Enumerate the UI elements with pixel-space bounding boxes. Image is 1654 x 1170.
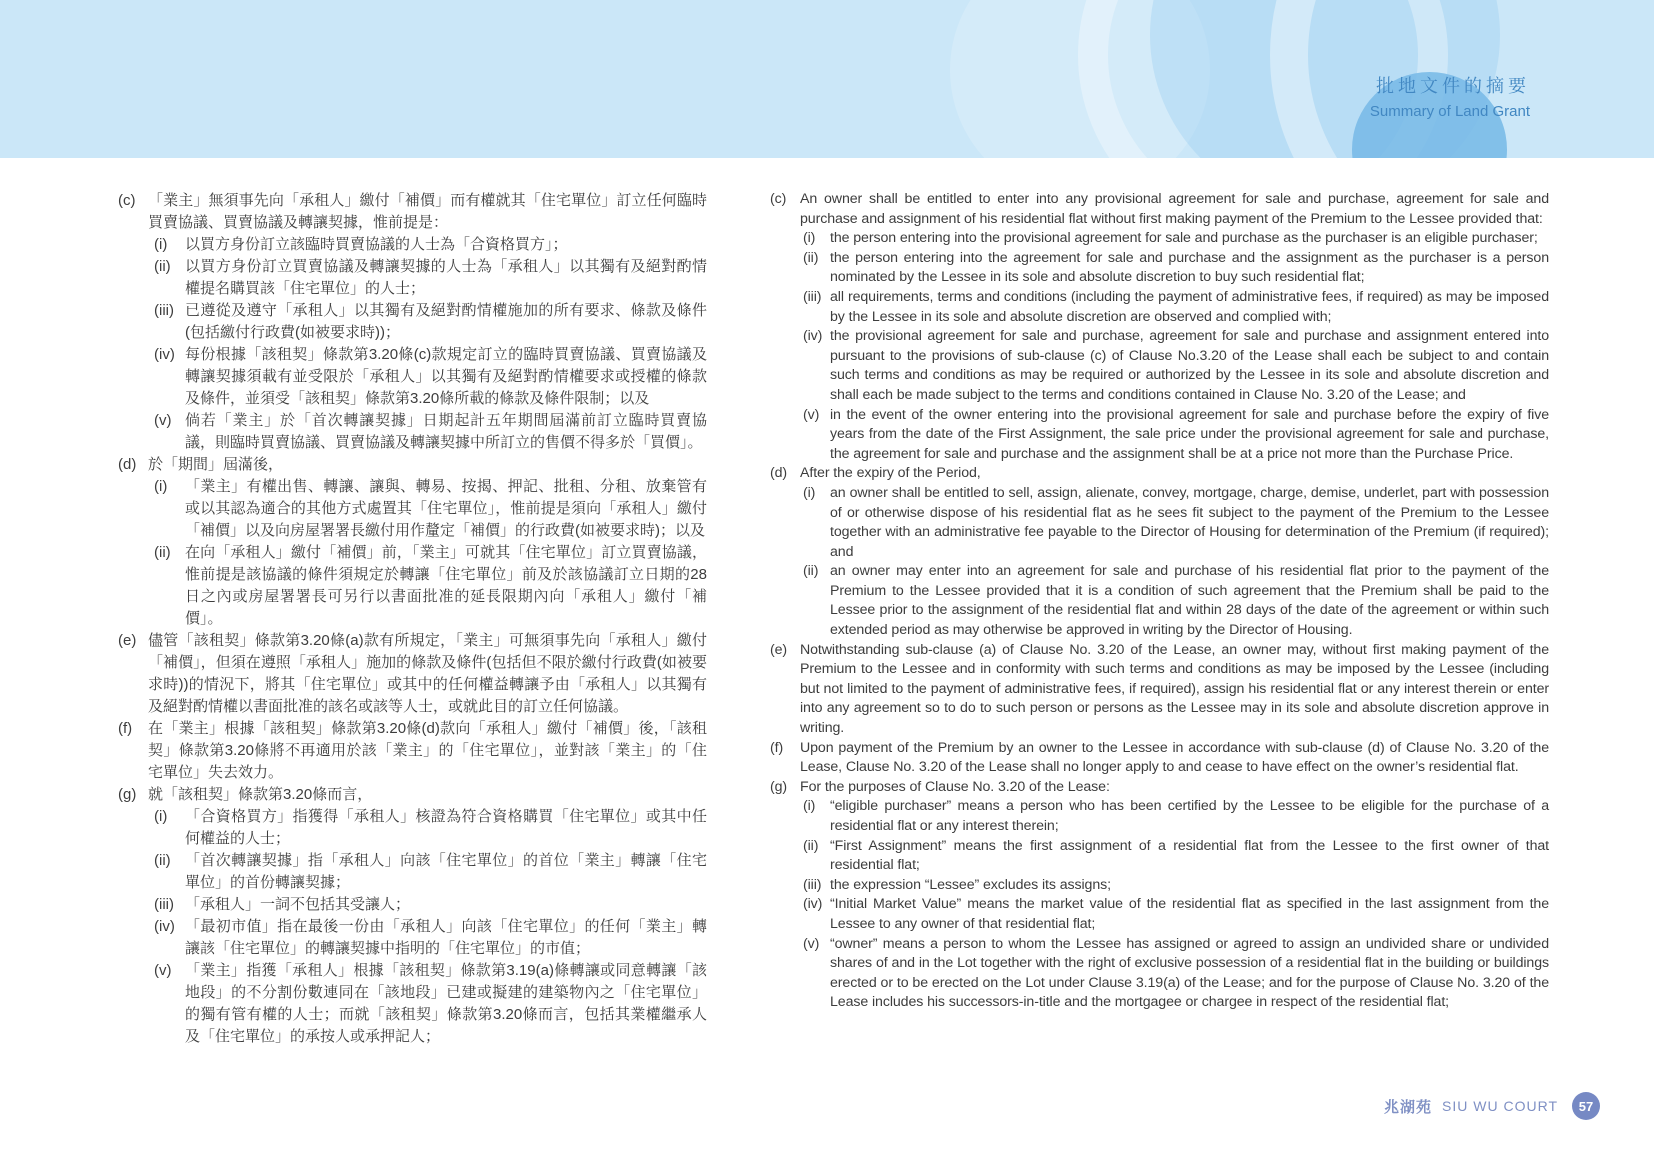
subclause-text: in the event of the owner entering into the provisional agreement for sale and purchase before the expiry of five years from the date of the First Assignment, the sale price under the provisional agreement for sale and purchase, the agreement for sale and purchase and the assignment shall be at a price not more than the Purchase Price. <box>830 406 1549 462</box>
clause-text: 就「該租契」條款第3.20條而言， <box>148 786 373 803</box>
clause-body <box>148 784 707 1048</box>
subclause <box>148 300 707 344</box>
clause <box>118 784 707 1048</box>
clause-text: 「業主」無須事先向「承租人」繳付「補價」而有權就其「住宅單位」訂立任何臨時買賣協議、買賣協議及轉讓契據，惟前提是： <box>148 192 707 231</box>
subclause-text: 「合資格買方」指獲得「承租人」核證為符合資格購買「住宅單位」或其中任何權益的人士； <box>185 808 707 847</box>
page-number-badge: 57 <box>1572 1092 1600 1120</box>
subclause-text: 「最初市值」指在最後一份由「承租人」向該「住宅單位」的任何「業主」轉讓該「住宅單位」的轉讓契據中指明的「住宅單位」的市值； <box>185 918 707 957</box>
subclause-label: (ii) <box>154 544 171 561</box>
subclause-text: 「業主」指獲「承租人」根據「該租契」條款第3.19(a)條轉讓或同意轉讓「該地段」的不分割份數連同在「該地段」已建或擬建的建築物內之「住宅單位」的獨有管有權的人士；而就「該租契」條款第3.20條而言，包括其業權繼承人及「住宅單位」的承按人或承押記人； <box>185 962 707 1045</box>
subclause-label: (i) <box>154 808 168 825</box>
subclause-label: (iii) <box>803 288 822 305</box>
clause-body <box>148 454 707 630</box>
subclause-text: 倘若「業主」於「首次轉讓契據」日期起計五年期間屆滿前訂立臨時買賣協議，則臨時買賣協議、買賣協議及轉讓契據中所訂立的售價不得多於「買價」。 <box>185 412 707 451</box>
clause <box>118 718 707 784</box>
clause <box>118 630 707 718</box>
subclause <box>148 344 707 410</box>
clause-body <box>148 718 707 784</box>
chinese-column <box>118 190 707 1048</box>
subclause-text: the expression “Lessee” excludes its assigns; <box>830 876 1111 893</box>
subclause-text: an owner may enter into an agreement for sale and purchase of his residential flat prior to the payment of the Premium to the Lessee provided that it is a condition of such agreement that the Premium shall be paid to the Lessee prior to the assignment of the residential flat and within 28 days of the date of the agreement or within such extended period as may otherwise be approved in writing by the Director of Housing. <box>830 563 1549 639</box>
clause-label: (g) <box>118 786 137 803</box>
subclause <box>800 249 1549 288</box>
subclause-label: (i) <box>803 230 816 247</box>
subclause-label: (i) <box>154 478 168 495</box>
subclause <box>800 229 1549 249</box>
subclause-text: 「承租人」一詞不包括其受讓人； <box>185 896 411 913</box>
clause <box>770 641 1549 739</box>
subclause <box>800 837 1549 876</box>
clause <box>770 464 1549 640</box>
clause-label: (g) <box>770 778 788 795</box>
page-title-block <box>1370 72 1530 120</box>
subclause-label: (iii) <box>154 896 174 913</box>
subclause-label: (ii) <box>803 837 819 854</box>
subclause-label: (iv) <box>154 918 175 935</box>
clause-body <box>800 641 1549 739</box>
subclause <box>148 916 707 960</box>
clause-label: (c) <box>118 192 136 209</box>
subclause-label: (ii) <box>803 563 819 580</box>
subclause <box>148 476 707 542</box>
subclause-label: (iv) <box>803 328 823 345</box>
clause <box>770 190 1549 464</box>
page-title-english: Summary of Land Grant <box>1369 103 1530 120</box>
clause <box>118 190 707 454</box>
subclause <box>800 935 1549 1013</box>
page-footer <box>1384 1092 1600 1120</box>
subclause-text: 在向「承租人」繳付「補價」前，「業主」可就其「住宅單位」訂立買賣協議，惟前提是該協議的條件須規定於轉讓「住宅單位」前及於該協議訂立日期的28日之內或房屋署署長可另行以書面批准的延長限期內向「承租人」繳付「補價」。 <box>185 544 707 627</box>
subclause <box>800 876 1549 896</box>
subclause <box>800 406 1549 465</box>
clause-body <box>800 778 1549 1013</box>
clause-label: (e) <box>118 632 137 649</box>
clause-text: 儘管「該租契」條款第3.20條(a)款有所規定，「業主」可無須事先向「承租人」繳付「補價」，但須在遵照「承租人」施加的條款及條件(包括但不限於繳付行政費(如被要求時))的情況下，將其「住宅單位」或其中的任何權益轉讓予由「承租人」以其獨有及絕對酌情權以書面批准的該名或該等人士，或就此目的訂立任何協議。 <box>148 632 707 715</box>
subclause-label: (v) <box>803 935 820 952</box>
subclause-text: 以買方身份訂立該臨時買賣協議的人士為「合資格買方」； <box>185 236 568 253</box>
clause-body <box>800 464 1549 640</box>
subclause-text: the person entering into the agreement for sale and purchase and the assignment as the purchaser is a person nominated by the Lessee in its sole and absolute discretion to buy such residential flat; <box>830 249 1549 286</box>
subclause-label: (ii) <box>803 249 819 266</box>
subclause-label: (ii) <box>154 258 171 275</box>
subclause <box>800 895 1549 934</box>
subclause-label: (v) <box>803 406 820 423</box>
clause <box>118 454 707 630</box>
clause-text: 在「業主」根據「該租契」條款第3.20條(d)款向「承租人」繳付「補價」後，「該租契」條款第3.20條將不再適用於該「業主」的「住宅單位」，並對該「業主」的「住宅單位」失去效力。 <box>148 720 707 781</box>
page-title-chinese: 批地文件的摘要 <box>1376 76 1530 96</box>
subclause-label: (i) <box>803 484 816 501</box>
subclause-label: (i) <box>154 236 168 253</box>
clause-text: An owner shall be entitled to enter into any provisional agreement for sale and purchase, agreement for sale and purchase and assignment of his residential flat without first making payment of the Premium to the Lessee provided that: <box>800 191 1549 227</box>
clause-body <box>148 190 707 454</box>
subclause-text: 每份根據「該租契」條款第3.20條(c)款規定訂立的臨時買賣協議、買賣協議及轉讓契據須載有並受限於「承租人」以其獨有及絕對酌情權要求或授權的條款及條件，並須受「該租契」條款第3.20條所載的條款及條件限制；以及 <box>185 346 707 407</box>
clause-label: (d) <box>770 465 788 482</box>
clause <box>770 778 1549 1013</box>
subclause-text: 已遵從及遵守「承租人」以其獨有及絕對酌情權施加的所有要求、條款及條件(包括繳付行政費(如被要求時))； <box>185 302 707 341</box>
clause-text: For the purposes of Clause No. 3.20 of the Lease: <box>800 778 1110 795</box>
subclause <box>800 288 1549 327</box>
clause-body <box>800 190 1549 464</box>
subclause-label: (iv) <box>154 346 175 363</box>
subclause-text: “Initial Market Value” means the market value of the residential flat as specified in the last assignment from the Lessee to any owner of that residential flat; <box>830 896 1549 932</box>
subclause-text: the person entering into the provisional agreement for sale and purchase as the purchaser is an eligible purchaser; <box>830 230 1538 247</box>
subclause-text: an owner shall be entitled to sell, assign, alienate, convey, mortgage, charge, demise, underlet, part with possession of or otherwise dispose of his residential flat as he sees fit subject to the payment of the Premium to the Lessee together with an administrative fee payable to the Director of Housing for determination of the Premium (if required); and <box>830 484 1549 560</box>
english-column <box>770 190 1549 1048</box>
subclause-text: “owner” means a person to whom the Lessee has assigned or agreed to assign an undivided share or undivided shares of and in the Lot together with the right of exclusive possession of a residential flat in the building or buildings erected or to be erected on the Lot under Clause 3.19(a) of the Lease; and for the purpose of Clause No. 3.20 of the Lease includes his successors-in-title and the mortgagee or chargee in respect of the residential flat; <box>830 935 1549 1011</box>
header-banner <box>0 0 1654 158</box>
subclause-text: “First Assignment” means the first assignment of a residential flat from the Lessee to the first owner of that residential flat; <box>830 837 1549 874</box>
clause-body <box>800 739 1549 778</box>
clause-label: (c) <box>770 191 787 207</box>
clause-label: (f) <box>118 720 133 737</box>
subclause-text: 「業主」有權出售、轉讓、讓與、轉易、按揭、押記、批租、分租、放棄管有或以其認為適合的其他方式處置其「住宅單位」，惟前提是須向「承租人」繳付「補價」以及向房屋署署長繳付用作釐定「補價」的行政費(如被要求時)；以及 <box>185 478 707 539</box>
clause-body <box>148 630 707 718</box>
document-body <box>0 158 1654 1048</box>
subclause <box>800 327 1549 405</box>
subclause-text: 「首次轉讓契據」指「承租人」向該「住宅單位」的首位「業主」轉讓「住宅單位」的首份轉讓契據； <box>185 852 707 891</box>
subclause-label: (ii) <box>154 852 171 869</box>
clause <box>770 739 1549 778</box>
subclause-text: 以買方身份訂立買賣協議及轉讓契據的人士為「承租人」以其獨有及絕對酌情權提名購買該「住宅單位」的人士； <box>185 258 707 297</box>
subclause <box>148 256 707 300</box>
clause-text: Notwithstanding sub-clause (a) of Clause No. 3.20 of the Lease, an owner may, without first making payment of the Premium to the Lessee and in conformity with such terms and conditions as may be imposed by the Lessee (including but not limited to the payment of administrative fees, if required), assign his residential flat or any interest therein or enter into any agreement so to do to such person or persons as the Lessee may in its sole and absolute discretion approve in writing. <box>800 641 1549 737</box>
subclause <box>148 410 707 454</box>
clause-label: (d) <box>118 456 137 473</box>
subclause <box>800 484 1549 562</box>
subclause <box>148 806 707 850</box>
subclause <box>800 562 1549 640</box>
estate-name-english: SIU WU COURT <box>1442 1098 1558 1114</box>
subclause <box>148 894 707 916</box>
subclause-text: “eligible purchaser” means a person who has been certified by the Lessee to be eligible for the purchase of a residential flat or any interest therein; <box>830 798 1549 834</box>
clause-text: 於「期間」屆滿後， <box>148 456 284 473</box>
subclause-label: (i) <box>803 798 816 815</box>
subclause-label: (iv) <box>803 896 823 913</box>
subclause <box>148 234 707 256</box>
subclause <box>148 542 707 630</box>
subclause-label: (iii) <box>154 302 174 319</box>
subclause-text: the provisional agreement for sale and purchase, agreement for sale and purchase and assignment entered into pursuant to the provisions of sub-clause (c) of Clause No.3.20 of the Lease shall each be subject to and contain such terms and conditions as may be required or authorized by the Lessee in its sole and absolute discretion and shall each be made subject to the terms and conditions contained in Clause No. 3.20 of the Lease; and <box>830 328 1549 403</box>
subclause-label: (iii) <box>803 876 822 893</box>
clause-label: (f) <box>770 739 784 756</box>
clause-label: (e) <box>770 641 788 658</box>
subclause-label: (v) <box>154 962 172 979</box>
clause-text: Upon payment of the Premium by an owner to the Lessee in accordance with sub-clause (d) of Clause No. 3.20 of the Lease, Clause No. 3.20 of the Lease shall no longer apply to and cease to have effect on the owner’s residential flat. <box>800 739 1549 776</box>
clause-text: After the expiry of the Period, <box>800 465 981 482</box>
subclause <box>800 797 1549 836</box>
subclause-text: all requirements, terms and conditions (including the payment of administrative fees, if required) as may be imposed by the Lessee in its sole and absolute discretion are observed and complied with; <box>830 288 1549 325</box>
subclause <box>148 960 707 1048</box>
subclause-label: (v) <box>154 412 172 429</box>
subclause <box>148 850 707 894</box>
estate-name-chinese: 兆湖苑 <box>1384 1098 1433 1116</box>
